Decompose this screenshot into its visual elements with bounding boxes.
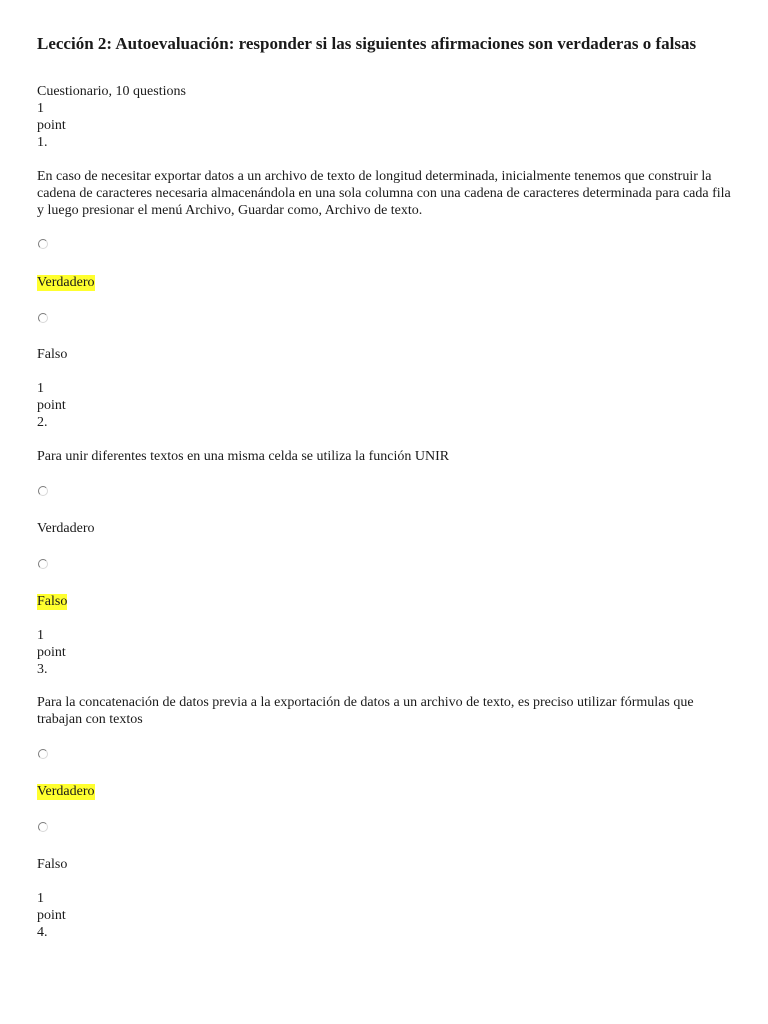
question-number: 4. xyxy=(37,925,48,940)
question-points-label: point xyxy=(37,908,66,923)
question-number: 2. xyxy=(37,415,48,430)
option-falso-q2[interactable]: Falso xyxy=(37,594,68,609)
question-text: En caso de necesitar exportar datos a un archivo de texto de longitud determinada, inicialmente tenemos que construir la cadena de caracteres necesaria almacenándola en una sola columna con una cadena de caracteres determinada para cada fila y luego presionar el menú Archivo, Guardar como, Archivo de texto. xyxy=(37,169,731,218)
option-verdadero-q3[interactable]: Verdadero xyxy=(37,784,95,799)
radio-verdadero-q3[interactable] xyxy=(38,749,48,759)
question-points-label: point xyxy=(37,398,66,413)
question-points: 1 xyxy=(37,891,44,906)
question-text: Para unir diferentes textos en una misma celda se utiliza la función UNIR xyxy=(37,449,450,464)
radio-verdadero-q1[interactable] xyxy=(38,239,48,249)
question-points-label: point xyxy=(37,118,66,133)
question-points: 1 xyxy=(37,628,44,643)
page-title: Lección 2: Autoevaluación: responder si las siguientes afirmaciones son verdaderas o falsas xyxy=(37,34,697,53)
option-verdadero-q1[interactable]: Verdadero xyxy=(37,275,95,290)
question-text: Para la concatenación de datos previa a la exportación de datos a un archivo de texto, es preciso utilizar fórmulas que trabajan con textos xyxy=(37,695,694,727)
option-verdadero-q2[interactable]: Verdadero xyxy=(37,521,95,536)
question-number: 1. xyxy=(37,135,48,150)
question-number: 3. xyxy=(37,662,48,677)
question-points: 1 xyxy=(37,381,44,396)
radio-falso-q3[interactable] xyxy=(38,822,48,832)
radio-falso-q1[interactable] xyxy=(38,313,48,323)
quiz-info: Cuestionario, 10 questions xyxy=(37,84,186,99)
question-points: 1 xyxy=(37,101,44,116)
question-points-label: point xyxy=(37,645,66,660)
radio-falso-q2[interactable] xyxy=(38,559,48,569)
radio-verdadero-q2[interactable] xyxy=(38,486,48,496)
option-falso-q3[interactable]: Falso xyxy=(37,857,68,872)
option-falso-q1[interactable]: Falso xyxy=(37,347,68,362)
